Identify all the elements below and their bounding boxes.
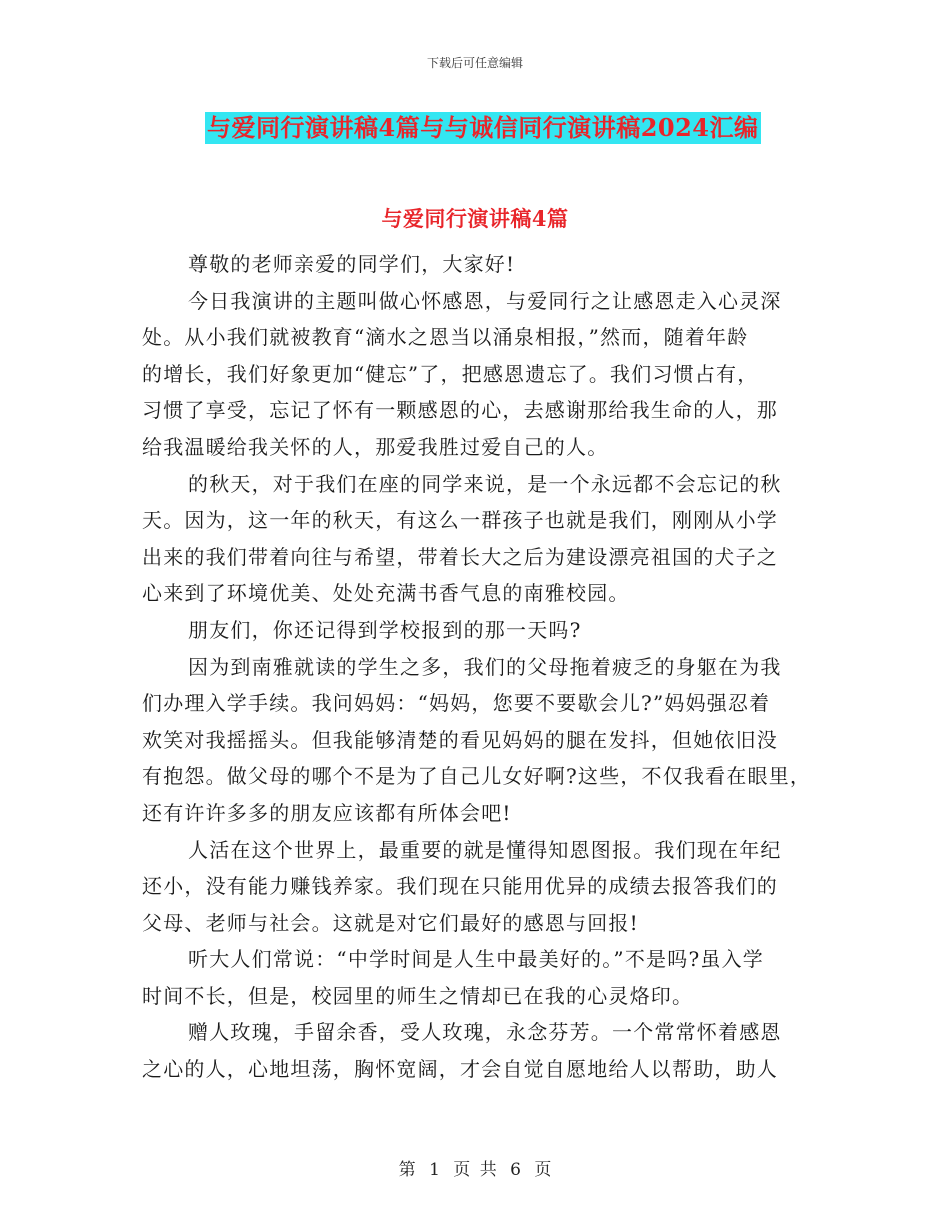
text-line: 有抱怨。做父母的哪个不是为了自己儿女好啊?这些，不仅我看在眼里， [142, 764, 812, 789]
header-note: 下载后可任意编辑 [426, 56, 523, 70]
text-line: 的秋天，对于我们在座的同学来说，是一个永远都不会忘记的秋 [188, 471, 782, 496]
page-total: 6 [510, 1160, 521, 1180]
text-line: 赠人玫瑰，手留余香，受人玫瑰，永念芬芳。一个常常怀着感恩 [188, 1020, 782, 1045]
text-line: 出来的我们带着向往与希望，带着长大之后为建设漂亮祖国的犬子之 [142, 544, 778, 569]
footer-prefix: 第 [398, 1160, 416, 1180]
text-line: 尊敬的老师亲爱的同学们，大家好! [188, 252, 516, 276]
page-number: 1 [429, 1160, 440, 1180]
body-text [142, 246, 832, 1088]
text-line: 处。从小我们就被教育“滴水之恩当以涌泉相报，”然而，随着年龄 [142, 325, 749, 350]
page-footer [0, 1155, 950, 1180]
text-line: 们办理入学手续。我问妈妈：“妈妈，您要不要歇会儿?”妈妈强忍着 [142, 691, 771, 716]
text-line: 习惯了享受，忘记了怀有一颗感恩的心，去感谢那给我生命的人，那 [142, 398, 778, 423]
text-line: 给我温暖给我关怀的人，那爱我胜过爱自己的人。 [142, 434, 609, 459]
text-line: 还有许许多多的朋友应该都有所体会吧! [142, 800, 512, 825]
section-title: 与爱同行演讲稿4篇 [381, 206, 569, 231]
text-line: 的增长，我们好象更加“健忘”了，把感恩遗忘了。我们习惯占有， [142, 361, 759, 386]
text-line: 时间不长，但是，校园里的师生之情却已在我的心灵烙印。 [142, 983, 694, 1008]
text-line: 父母、老师与社会。这就是对它们最好的感恩与回报! [142, 910, 639, 935]
text-line: 之心的人，心地坦荡，胸怀宽阔，才会自觉自愿地给人以帮助，助人 [142, 1057, 778, 1082]
text-line: 心来到了环境优美、处处充满书香气息的南雅校园。 [142, 581, 630, 606]
text-line: 欢笑对我摇摇头。但我能够清楚的看见妈妈的腿在发抖，但她依旧没 [142, 727, 778, 752]
text-line: 人活在这个世界上，最重要的就是懂得知恩图报。我们现在年纪 [188, 837, 782, 862]
footer-suffix: 页 [534, 1160, 552, 1180]
text-line: 朋友们，你还记得到学校报到的那一天吗? [188, 617, 582, 642]
text-line: 还小，没有能力赚钱养家。我们现在只能用优异的成绩去报答我们的 [142, 874, 778, 899]
text-line: 今日我演讲的主题叫做心怀感恩，与爱同行之让感恩走入心灵深 [188, 288, 782, 313]
document-main-title: 与爱同行演讲稿4篇与与诚信同行演讲稿2024汇编 [207, 113, 759, 142]
footer-middle: 页 共 [453, 1160, 497, 1180]
text-line: 因为到南雅就读的学生之多，我们的父母拖着疲乏的身躯在为我 [188, 654, 782, 679]
text-line: 天。因为，这一年的秋天，有这么一群孩子也就是我们，刚刚从小学 [142, 508, 778, 533]
text-line: 听大人们常说：“中学时间是人生中最美好的。”不是吗?虽入学 [188, 947, 764, 972]
